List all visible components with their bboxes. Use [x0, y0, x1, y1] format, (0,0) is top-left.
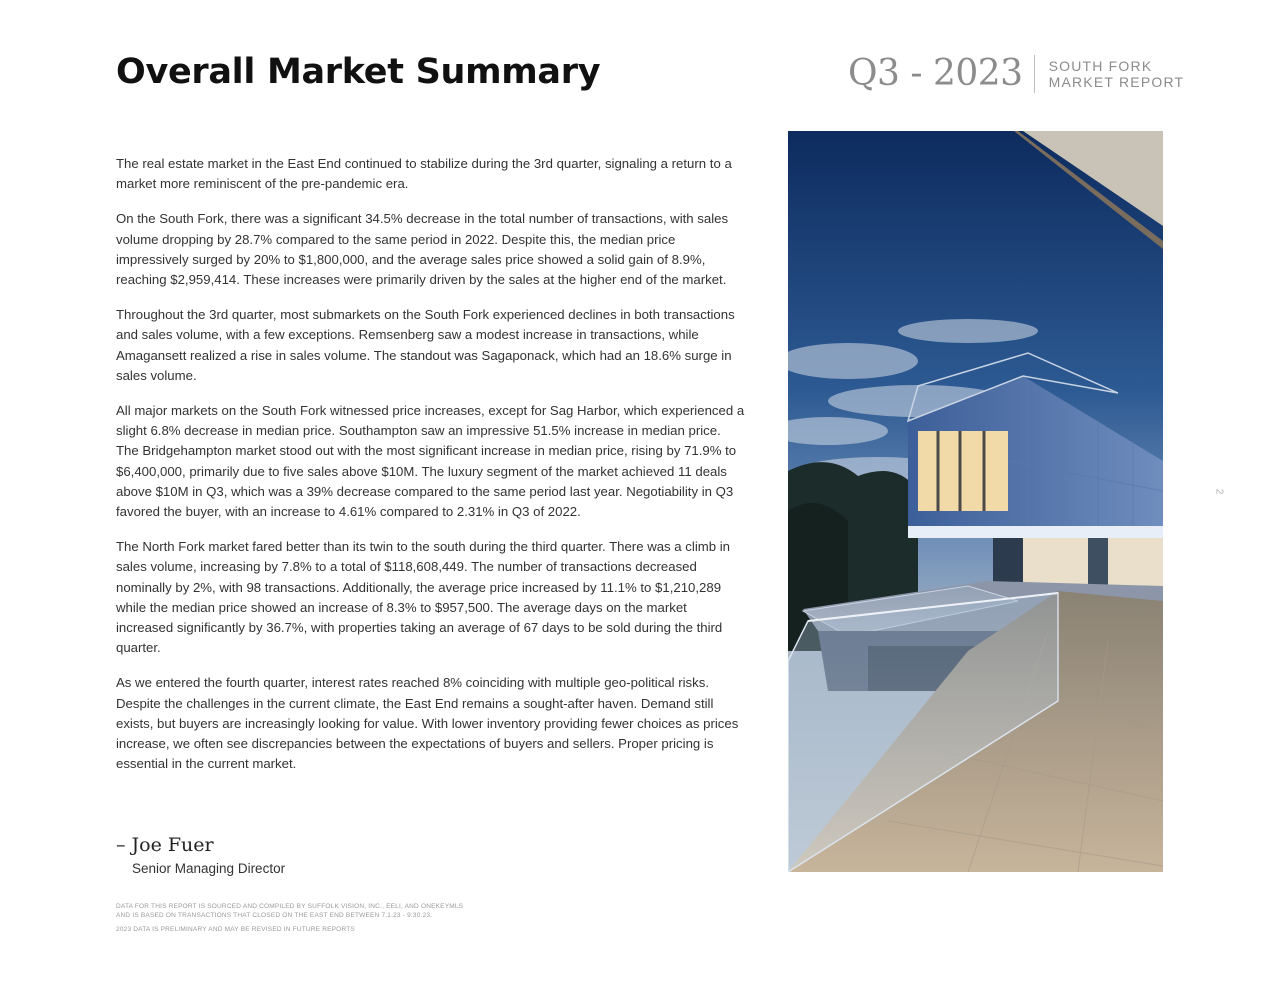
header-divider	[1034, 55, 1035, 93]
footnote-line: 2023 DATA IS PRELIMINARY AND MAY BE REVISED IN FUTURE REPORTS	[116, 926, 355, 933]
summary-paragraph: Throughout the 3rd quarter, most submarkets on the South Fork experienced declines in both transactions and sales volume, with a few exceptions. Remsenberg saw a modest increase in transactions, while Amagansett realized a rise in sales volume. The standout was Sagaponack, which had an 18.6% surge in sales volume.	[116, 307, 735, 383]
signature	[116, 832, 285, 880]
report-name	[1049, 58, 1185, 90]
quarter-label: Q3 - 2023	[848, 53, 1023, 94]
summary-body	[116, 154, 746, 789]
page-number: 2	[1213, 488, 1225, 495]
footnote-line: AND IS BASED ON TRANSACTIONS THAT CLOSED ON THE EAST END BETWEEN 7.1.23 - 9.30.23.	[116, 911, 433, 919]
summary-paragraph: On the South Fork, there was a significant 34.5% decrease in the total number of transactions, with sales volume dropping by 28.7% compared to the same period in 2022. Despite this, the median price impressively surged by 20% to $1,800,000, and the average sales price showed a solid gain of 8.9%, reaching $2,959,414. These increases were primarily driven by the sales at the higher end of the market.	[116, 211, 729, 288]
report-header	[848, 54, 1184, 94]
footnote-line: DATA FOR THIS REPORT IS SOURCED AND COMPILED BY SUFFOLK VISION, INC., EELI, AND ONEKEYMLS	[116, 903, 464, 910]
summary-paragraph: The real estate market in the East End continued to stabilize during the 3rd quarter, signaling a return to a market more reminiscent of the pre-pandemic era.	[116, 156, 732, 192]
signature-title: Senior Managing Director	[132, 861, 286, 876]
report-name-line2: MARKET REPORT	[1048, 74, 1185, 90]
summary-paragraph: The North Fork market fared better than its twin to the south during the third quarter. There was a climb in sales volume, increasing by 7.8% to a total of $118,608,449. The number of transactions decreased nominally by 2%, with 98 transactions. Additionally, the average price increased by 11.1% to $1,210,289 while the median price showed an increase of 8.3% to $957,500. The average days on the market increased significantly by 36.7%, with properties taking an average of 67 days to be sold during the third quarter.	[116, 539, 731, 656]
data-footnotes	[116, 903, 536, 935]
signature-name: – Joe Fuer	[116, 834, 214, 856]
modern-house-illustration	[788, 131, 1163, 872]
summary-paragraph: As we entered the fourth quarter, interest rates reached 8% coinciding with multiple geo-political risks. Despite the challenges in the current climate, the East End remains a sought-after haven. Demand still exists, but buyers are increasingly looking for value. With lower inventory providing fewer choices as prices increase, we often see discrepancies between the expectations of buyers and sellers. Proper pricing is essential in the current market.	[116, 675, 739, 772]
summary-paragraph: All major markets on the South Fork witnessed price increases, except for Sag Harbor, which experienced a slight 6.8% decrease in median price. Southampton saw an impressive 51.5% increase in median price. The Bridgehampton market stood out with the most significant increase in median price, rising by 71.9% to $6,400,000, primarily due to five sales above $10M. The luxury segment of the market achieved 11 deals above $10M in Q3, which was a 39% decrease compared to the same period last year. Negotiability in Q3 favored the buyer, with an increase to 4.61% compared to 2.31% in Q3 of 2022.	[116, 403, 745, 520]
report-name-line1: SOUTH FORK	[1048, 58, 1153, 74]
page-title: Overall Market Summary	[116, 52, 601, 92]
house-photo	[788, 131, 1163, 872]
